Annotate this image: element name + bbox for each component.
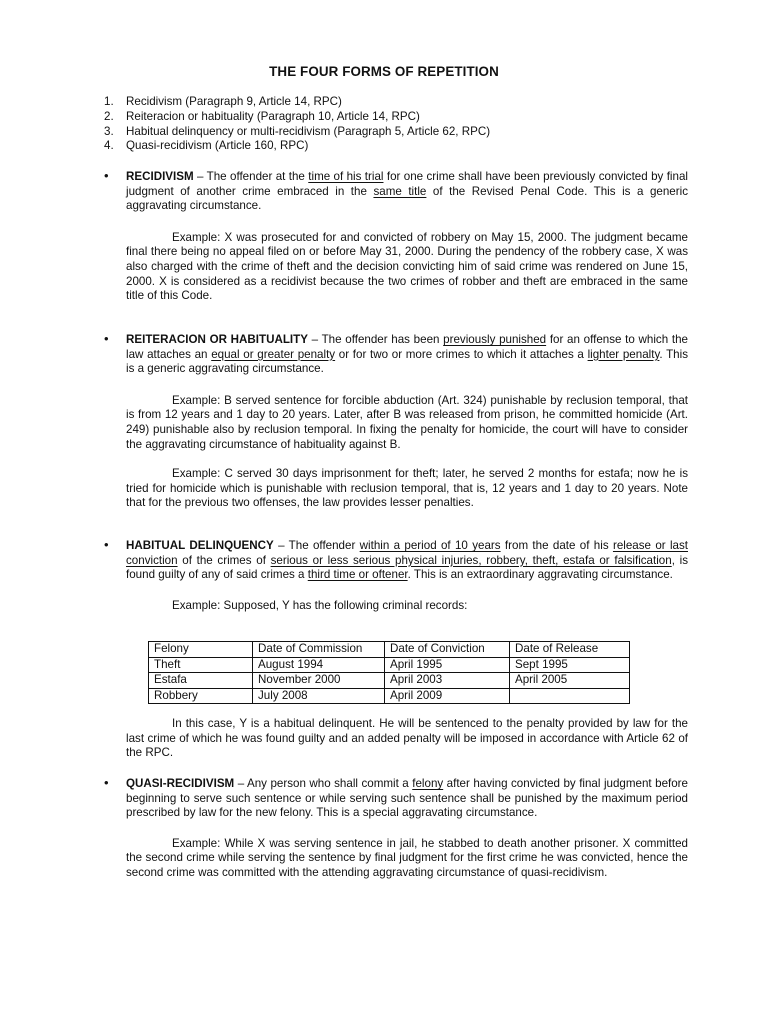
- section-reiteracion: [104, 333, 688, 511]
- table-row: Robbery July 2008 April 2009: [149, 688, 630, 704]
- reiteracion-example-1: Example: B served sentence for forcible abduction (Art. 324) punishable by reclusion temporal, that is from 12 years and 1 day to 20 years. Later, after B was released from prison, he committed homicide (Art. 249) punishable also by reclusion temporal. In fixing the penalty for homicide, the court will have to consider the aggravating circumstance of habituality against B.: [126, 393, 688, 451]
- habitual-conclusion-block: [104, 717, 688, 761]
- bullet-icon: •: [104, 775, 109, 790]
- bullet-icon: •: [104, 168, 109, 183]
- reiteracion-example-2: Example: C served 30 days imprisonment for theft; later, he served 2 months for estafa; now he is tried for homicide which is punishable with reclusion temporal, that is, 12 years and 1 day to 20 years. Note that for the previous two offenses, the law provides lesser penalties.: [126, 467, 688, 510]
- bullet-icon: •: [104, 537, 109, 552]
- bullet-icon: •: [104, 331, 109, 346]
- document-title: THE FOUR FORMS OF REPETITION: [269, 64, 499, 79]
- list-item: 1. Recidivism (Paragraph 9, Article 14, RPC): [104, 95, 342, 108]
- table-row: Theft August 1994 April 1995 Sept 1995: [149, 657, 630, 673]
- habitual-example-intro: Example: Supposed, Y has the following criminal records:: [172, 598, 468, 612]
- section-quasi-recidivism: [104, 777, 688, 881]
- habitual-conclusion: In this case, Y is a habitual delinquent. He will be sentenced to the penalty provided by law for the last crime of which he was found guilty and an added penalty will be imposed in accordance with Article 62 of the RPC.: [126, 717, 688, 760]
- list-item: 3. Habitual delinquency or multi-recidivism (Paragraph 5, Article 62, RPC): [104, 124, 491, 138]
- recidivism-example: Example: X was prosecuted for and convicted of robbery on May 15, 2000. The judgment became final there being no appeal filed on or before May 31, 2000. During the pendency of the robbery case, X was also charged with the crime of theft and the decision convicting him of said crime was rendered on June 15, 2000. X is considered as a recidivist because the two crimes of robber and theft are embraced in the same title of this Code.: [126, 230, 688, 303]
- list-item: 4. Quasi-recidivism (Article 160, RPC): [104, 139, 309, 153]
- list-item: 2. Reiteracion or habituality (Paragraph 10, Article 14, RPC): [104, 109, 420, 123]
- section-habitual-delinquency: [104, 539, 688, 613]
- table-header-row: Felony Date of Commission Date of Conviction Date of Release: [149, 642, 630, 658]
- section-recidivism: [104, 170, 688, 304]
- habitual-definition: HABITUAL DELINQUENCY – The offender within a period of 10 years from the date of his release or last conviction of the crimes of serious or less serious physical injuries, robbery, theft, estafa or falsification, is found guilty of any of said crimes a third time or oftener. This is an extraordinary aggravating circumstance.: [126, 539, 688, 582]
- reiteracion-definition: REITERACION OR HABITUALITY – The offender has been previously punished for an offense to which the law attaches an equal or greater penalty or for two or more crimes to which it attaches a lighter penalty. This is a generic aggravating circumstance.: [126, 333, 688, 376]
- recidivism-definition: RECIDIVISM – The offender at the time of his trial for one crime shall have been previously convicted by final judgment of another crime embraced in the same title of the Revised Penal Code. This is a generic aggravating circumstance.: [126, 170, 688, 213]
- criminal-records-table: [148, 641, 630, 704]
- forms-list: [104, 95, 490, 154]
- table-row: Estafa November 2000 April 2003 April 2005: [149, 673, 630, 689]
- quasi-definition: QUASI-RECIDIVISM – Any person who shall commit a felony after having convicted by final judgment before beginning to serve such sentence or while serving such sentence shall be punished by the maximum period prescribed by law for the new felony. This is a special aggravating circumstance.: [126, 777, 688, 820]
- quasi-example: Example: While X was serving sentence in jail, he stabbed to death another prisoner. X committed the second crime while serving the sentence by final judgment for the first crime he was convicted, hence the second crime was committed with the attending aggravating circumstance of quasi-recidivism.: [126, 836, 688, 879]
